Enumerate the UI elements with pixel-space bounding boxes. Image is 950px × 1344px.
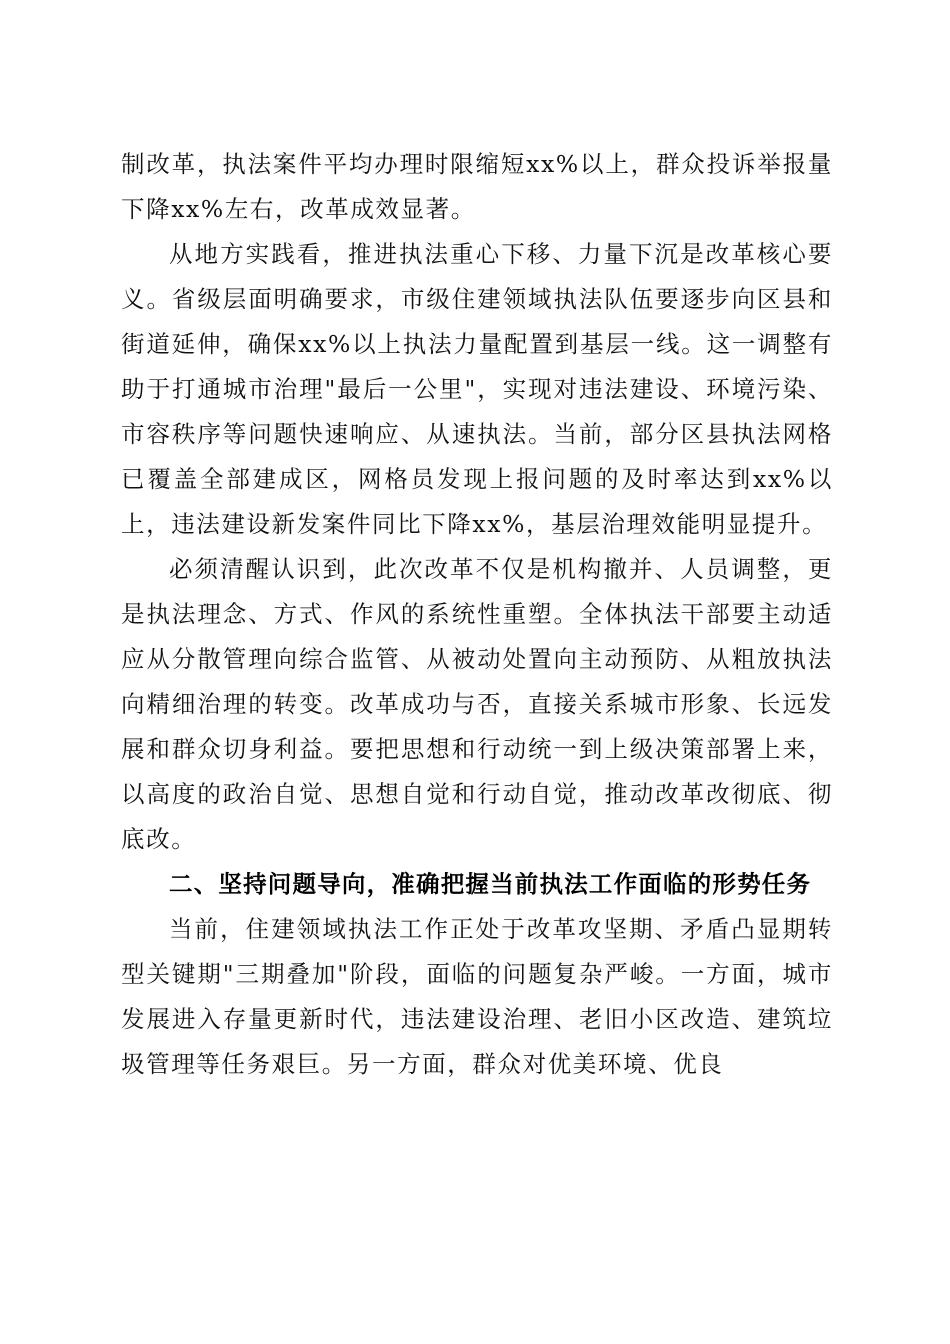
- paragraph-reform-awareness: 必须清醒认识到，此次改革不仅是机构撤并、人员调整，更是执法理念、方式、作风的系统性重塑。全体执法干部要主动适应从分散管理向综合监管、从被动处置向主动预防、从粗放执法向精细治理的转变。改革成功与否，直接关系城市形象、长远发展和群众切身利益。要把思想和行动统一到上级决策部署上来，以高度的政治自觉、思想自觉和行动自觉，推动改革改彻底、彻底改。: [121, 555, 833, 853]
- paragraph-current-situation: 当前，住建领域执法工作正处于改革攻坚期、矛盾凸显期转型关键期"三期叠加"阶段，面临的问题复杂严峻。一方面，城市发展进入存量更新时代，违法建设治理、老旧小区改造、建筑垃圾管理等任务艰巨。另一方面，群众对优美环境、优良: [121, 915, 833, 1078]
- paragraph-local-practice: 从地方实践看，推进执法重心下移、力量下沉是改革核心要义。省级层面明确要求，市级住建领域执法队伍要逐步向区县和街道延伸，确保xx%以上执法力量配置到基层一线。这一调整有助于打通城市治理"最后一公里"，实现对违法建设、环境污染、市容秩序等问题快速响应、从速执法。当前，部分区县执法网格已覆盖全部建成区，网格员发现上报问题的及时率达到xx%以上，违法建设新发案件同比下降xx%，基层治理效能明显提升。: [121, 240, 833, 538]
- paragraph-continued: 制改革，执法案件平均办理时限缩短xx%以上，群众投诉举报量下降xx%左右，改革成效显著。: [121, 150, 833, 223]
- document-body: [121, 142, 833, 1087]
- section-heading: 二、坚持问题导向，准确把握当前执法工作面临的形势任务: [169, 870, 812, 898]
